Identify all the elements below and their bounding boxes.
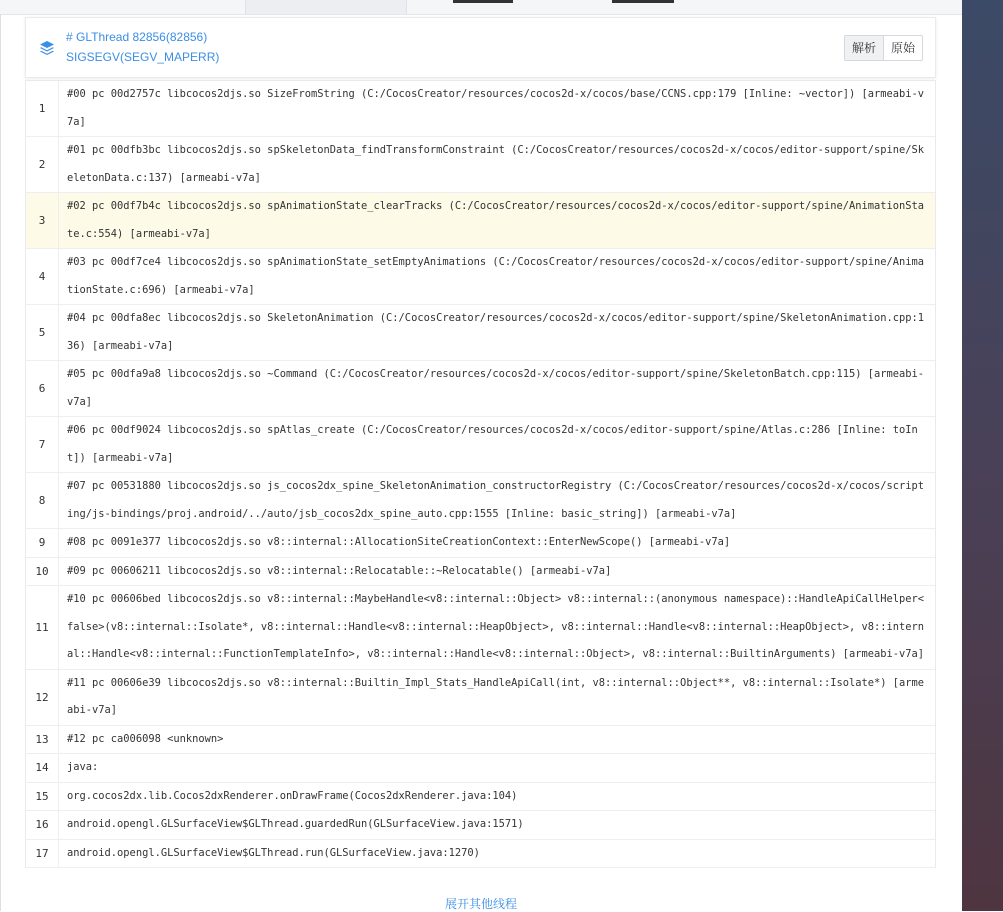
stack-row — [26, 783, 935, 812]
stack-row — [26, 473, 935, 529]
frame-text: #02 pc 00df7b4c libcocos2djs.so spAnimationState_clearTracks (C:/CocosCreator/resources/cocos2d-x/cocos/editor-support/spine/AnimationState.c:554) [armeabi-v7a] — [67, 200, 925, 240]
stack-row — [26, 305, 935, 361]
tab-label-fragment[interactable] — [453, 0, 513, 3]
stack-row — [26, 137, 935, 193]
stack-row — [26, 586, 935, 670]
row-number: 8 — [26, 473, 59, 528]
row-number: 4 — [26, 249, 59, 304]
stack-trace-table — [25, 80, 936, 868]
stack-row — [26, 754, 935, 783]
frame-text: #00 pc 00d2757c libcocos2djs.so SizeFromString (C:/CocosCreator/resources/cocos2d-x/cocos/base/CCNS.cpp:179 [Inline: ~vector]) [armeabi-v7a] — [67, 88, 925, 128]
row-number: 16 — [26, 811, 59, 839]
frame-text: #06 pc 00df9024 libcocos2djs.so spAtlas_create (C:/CocosCreator/resources/cocos2d-x/cocos/editor-support/spine/Atlas.c:286 [Inline: toInt]) [armeabi-v7a] — [67, 424, 918, 464]
left-border — [0, 14, 1, 911]
stack-row — [26, 193, 935, 249]
top-tab-strip — [0, 0, 962, 15]
row-number: 14 — [26, 754, 59, 782]
row-number: 5 — [26, 305, 59, 360]
frame-text: #10 pc 00606bed libcocos2djs.so v8::internal::MaybeHandle<v8::internal::Object> v8::internal::(anonymous namespace)::HandleApiCallHelper<false>(v8::internal::Isolate*, v8::internal::Handle<v8::internal::HeapObject>, v8::internal::Handle<v8::internal::HeapObject>, v8::internal::Handle<v8::internal::FunctionTemplateInfo>, v8::internal::Handle<v8::internal::Object>, v8::internal::BuiltinArguments) [armeabi-v7a] — [67, 593, 925, 660]
thread-title: # GLThread 82856(82856) — [66, 30, 208, 44]
tab-active[interactable] — [245, 0, 407, 14]
row-number: 13 — [26, 726, 59, 754]
row-number: 17 — [26, 840, 59, 868]
signal-type: SIGSEGV(SEGV_MAPERR) — [66, 50, 220, 64]
stack-row — [26, 417, 935, 473]
frame-text: #09 pc 00606211 libcocos2djs.so v8::internal::Relocatable::~Relocatable() [armeabi-v7a] — [67, 564, 612, 577]
frame-text: #12 pc ca006098 <unknown> — [67, 732, 224, 745]
row-number: 15 — [26, 783, 59, 811]
stack-row — [26, 558, 935, 587]
row-number: 3 — [26, 193, 59, 248]
frame-text: #11 pc 00606e39 libcocos2djs.so v8::internal::Builtin_Impl_Stats_HandleApiCall(int, v8::internal::Object**, v8::internal::Isolate*) [armeabi-v7a] — [67, 676, 925, 716]
tab-label-fragment[interactable] — [612, 0, 674, 3]
frame-text: #01 pc 00dfb3bc libcocos2djs.so spSkeletonData_findTransformConstraint (C:/CocosCreator/resources/cocos2d-x/cocos/editor-support/spine/SkeletonData.c:137) [armeabi-v7a] — [67, 144, 925, 184]
row-number: 1 — [26, 81, 59, 136]
frame-text: java: — [67, 761, 99, 773]
row-number: 6 — [26, 361, 59, 416]
view-toggle — [844, 35, 923, 61]
stack-row — [26, 361, 935, 417]
frame-text: #07 pc 00531880 libcocos2djs.so js_cocos2dx_spine_SkeletonAnimation_constructorRegistry (C:/CocosCreator/resources/cocos2d-x/cocos/scripting/js-bindings/proj.android/../auto/jsb_cocos2dx_spine_auto.cpp:1555 [Inline: basic_string]) [armeabi-v7a] — [67, 480, 925, 520]
row-number: 12 — [26, 670, 59, 725]
frame-text: org.cocos2dx.lib.Cocos2dxRenderer.onDrawFrame(Cocos2dxRenderer.java:104) — [67, 789, 518, 802]
right-background-panel — [962, 0, 1003, 911]
frame-text: android.opengl.GLSurfaceView$GLThread.run(GLSurfaceView.java:1270) — [67, 846, 480, 859]
raw-button[interactable]: 原始 — [883, 36, 922, 60]
parse-button[interactable]: 解析 — [845, 36, 883, 60]
stack-row — [26, 811, 935, 840]
frame-text: #03 pc 00df7ce4 libcocos2djs.so spAnimationState_setEmptyAnimations (C:/CocosCreator/resources/cocos2d-x/cocos/editor-support/spine/AnimationState.c:696) [armeabi-v7a] — [67, 256, 925, 296]
frame-text: android.opengl.GLSurfaceView$GLThread.guardedRun(GLSurfaceView.java:1571) — [67, 818, 524, 830]
frame-text: #04 pc 00dfa8ec libcocos2djs.so SkeletonAnimation (C:/CocosCreator/resources/cocos2d-x/cocos/editor-support/spine/SkeletonAnimation.cpp:136) [armeabi-v7a] — [67, 312, 925, 352]
layers-icon — [38, 39, 56, 57]
thread-header-card — [25, 17, 936, 78]
stack-row — [26, 81, 935, 137]
stack-row — [26, 670, 935, 726]
expand-other-threads-link[interactable]: 展开其他线程 — [444, 897, 517, 911]
stack-row — [26, 840, 935, 869]
stack-row — [26, 726, 935, 755]
frame-text: #08 pc 0091e377 libcocos2djs.so v8::internal::AllocationSiteCreationContext::EnterNewScope() [armeabi-v7a] — [67, 536, 731, 548]
row-number: 9 — [26, 529, 59, 557]
row-number: 11 — [26, 586, 59, 669]
row-number: 7 — [26, 417, 59, 472]
row-number: 10 — [26, 558, 59, 586]
stack-row — [26, 529, 935, 558]
stack-row — [26, 249, 935, 305]
frame-text: #05 pc 00dfa9a8 libcocos2djs.so ~Command (C:/CocosCreator/resources/cocos2d-x/cocos/editor-support/spine/SkeletonBatch.cpp:115) [armeabi-v7a] — [67, 368, 925, 408]
row-number: 2 — [26, 137, 59, 192]
